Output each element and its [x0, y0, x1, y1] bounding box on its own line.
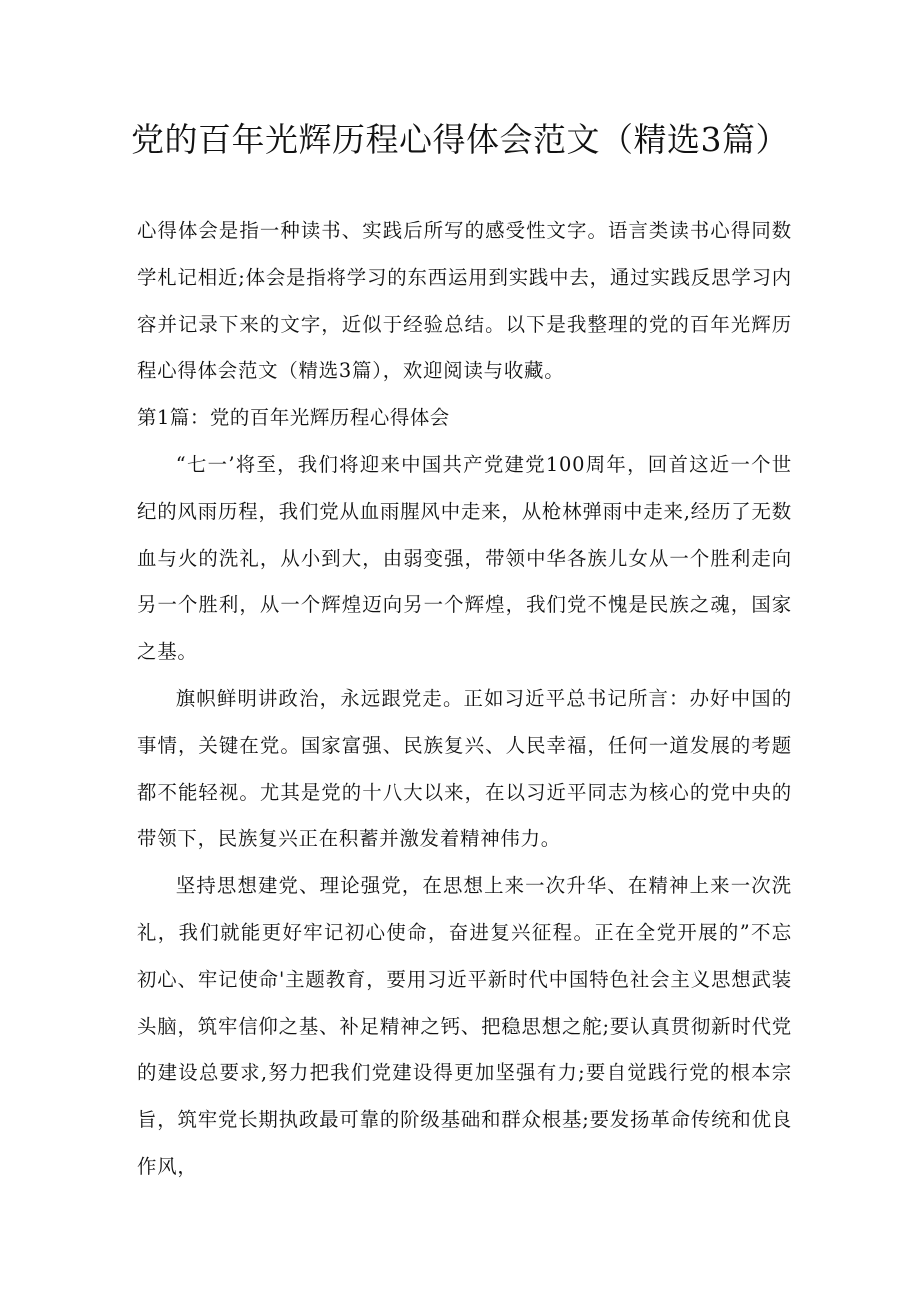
body-paragraph-2: 旗帜鲜明讲政治，永远跟党走。正如习近平总书记所言：办好中国的事情，关键在党。国家富强、民族复兴、人民幸福，任何一道发展的考题都不能轻视。尤其是党的十八大以来，在以习近平同志为核心的党中央的带领下，民族复兴正在积蓄并激发着精神伟力。 [137, 686, 792, 851]
document-body [137, 208, 792, 1191]
document-title: 党的百年光辉历程心得体会范文（精选3篇） [131, 120, 789, 159]
section-heading: 第1篇：党的百年光辉历程心得体会 [137, 406, 450, 430]
intro-paragraph: 心得体会是指一种读书、实践后所写的感受性文字。语言类读书心得同数学札记相近;体会是指将学习的东西运用到实践中去，通过实践反思学习内容并记录下来的文字，近似于经验总结。以下是我整理的党的百年光辉历程心得体会范文（精选3篇），欢迎阅读与收藏。 [137, 219, 792, 383]
body-paragraph-3: 坚持思想建党、理论强党，在思想上来一次升华、在精神上来一次洗礼，我们就能更好牢记初心使命，奋进复兴征程。正在全党开展的”不忘初心、牢记使命'主题教育，要用习近平新时代中国特色社会主义思想武装头脑，筑牢信仰之基、补足精神之钙、把稳思想之舵;要认真贯彻新时代党的建设总要求,努力把我们党建设得更加坚强有力;要自觉践行党的根本宗旨，筑牢党长期执政最可靠的阶级基础和群众根基;要发扬革命传统和优良作风， [137, 874, 792, 1178]
body-paragraph-1: “七一’将至，我们将迎来中国共产党建党100周年，回首这近一个世纪的风雨历程，我们党从血雨腥风中走来，从枪林弹雨中走来,经历了无数血与火的洗礼，从小到大，由弱变强，带领中华各族儿女从一个胜利走向另一个胜利，从一个辉煌迈向另一个辉煌，我们党不愧是民族之魂，国家之基。 [137, 452, 792, 664]
